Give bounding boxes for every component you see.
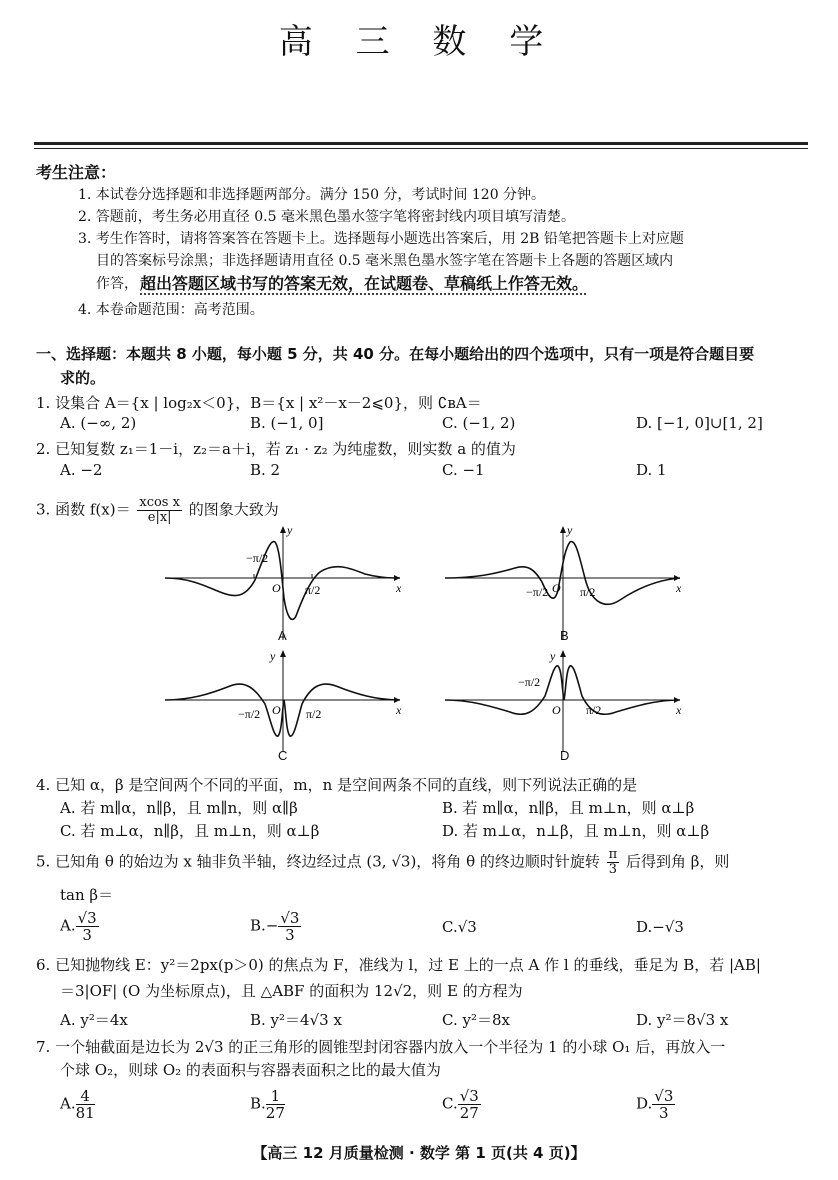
graph-b-neg-label: −π/2: [526, 585, 549, 599]
q1-stem: 1. 设集合 A＝{x | log₂x＜0}，B＝{x | x²－x－2⩽0}，则 ∁ʙA＝: [36, 394, 482, 412]
q2-option-b: B. 2: [250, 461, 281, 479]
q2-option-d: D. 1: [636, 461, 667, 479]
graph-d-y-label: y: [550, 649, 556, 663]
graph-a-origin: O: [272, 581, 281, 595]
graph-b-y-label: y: [567, 523, 573, 537]
graph-a-x-label: x: [396, 581, 402, 595]
graph-a-neg-label: −π/2: [246, 551, 269, 565]
graph-d-origin: O: [552, 703, 561, 717]
q6-option-b: B. y²＝4√3 x: [250, 1011, 342, 1029]
graph-c-x-label: x: [396, 703, 402, 717]
graph-c-pos-label: π/2: [306, 707, 322, 721]
q7-option-c-den: 27: [459, 1104, 479, 1122]
q6-stem-1: 6. 已知抛物线 E：y²＝2px(p＞0) 的焦点为 F，准线为 l，过 E 上的一点 A 作 l 的垂线，垂足为 B，若 |AB|: [36, 956, 761, 974]
q5-option-a-frac: [76, 910, 99, 943]
y-axis-arrow: [560, 526, 566, 533]
q5-option-d-letter: D.: [636, 918, 653, 936]
q7-option-b-den: 27: [265, 1104, 285, 1122]
q1-option-a: A. (−∞, 2): [60, 414, 137, 432]
q5-rot-den: 3: [608, 862, 618, 877]
q7-option-c-num: √3: [459, 1087, 479, 1105]
q7-stem-2: 个球 O₂，则球 O₂ 的表面积与容器表面积之比的最大值为: [60, 1061, 441, 1079]
q7-option-a: [60, 1088, 95, 1121]
q5-option-d-value: −√3: [652, 918, 684, 936]
page-footer: 【高三 12 月质量检测 · 数学 第 1 页(共 4 页)】: [252, 1144, 586, 1162]
q5-option-c: [442, 918, 477, 936]
q5-stem: [36, 848, 729, 877]
q7-option-b-num: 1: [266, 1088, 285, 1105]
section1-heading-cont: 求的。: [60, 369, 106, 387]
q5-option-b: [250, 910, 301, 943]
q6-option-c: C. y²＝8x: [442, 1011, 510, 1029]
q7-option-b: [250, 1088, 285, 1121]
q5-rot-num: π: [608, 847, 618, 862]
q5-option-a: [60, 910, 99, 943]
q7-option-a-den: 81: [75, 1104, 95, 1122]
q6-option-a: A. y²＝4x: [60, 1011, 128, 1029]
q5-rotation-fraction: [607, 848, 620, 877]
q3-stem-post: 的图象大致为: [188, 500, 279, 519]
notice-item-2: 2. 答题前，考生务必用直径 0.5 毫米黑色墨水签字笔将密封线内项目填写清楚。: [78, 209, 575, 225]
graph-b-caption: B: [560, 628, 569, 643]
graph-b-pos-label: π/2: [580, 585, 596, 599]
graph-c-caption: C: [278, 748, 288, 763]
notice-item-3: 3. 考生作答时，请将答案答在答题卡上。选择题每小题选出答案后，用 2B 铅笔把答题卡上对应题: [78, 231, 684, 247]
notice-item-3-cont2: 作答，: [96, 276, 138, 292]
q5-option-b-frac: [278, 910, 301, 943]
q7-option-b-letter: B.: [250, 1094, 266, 1113]
q3-stem-pre: 3. 函数 f(x)＝: [36, 500, 131, 519]
q3-graph-d: [440, 648, 690, 758]
section1-heading: 一、选择题：本题共 8 小题，每小题 5 分，共 40 分。在每小题给出的四个选项中，只有一项是符合题目要: [36, 345, 755, 363]
graph-d-x-label: x: [676, 703, 682, 717]
q5-stem-2: tan β＝: [60, 886, 114, 904]
q7-option-c-frac: [458, 1088, 481, 1121]
q5-stem-post: 后得到角 β，则: [625, 852, 730, 871]
q7-option-d-num: √3: [654, 1087, 674, 1105]
header-rule-thick: [34, 142, 808, 145]
q5-option-b-num: √3: [280, 909, 300, 927]
y-axis-arrow: [280, 650, 286, 657]
q7-option-d: [636, 1088, 675, 1121]
header-rule-thin: [34, 148, 808, 149]
q7-option-a-num: 4: [76, 1088, 95, 1105]
q1-option-d: D. [−1, 0]∪[1, 2]: [636, 414, 763, 432]
notice-emphasis: 超出答题区域书写的答案无效，在试题卷、草稿纸上作答无效。: [140, 274, 589, 293]
q5-option-a-num: √3: [77, 909, 97, 927]
q5-stem-pre: 5. 已知角 θ 的始边为 x 轴非负半轴，终边经过点 (3, √3)，将角 θ 的终边顺时针旋转: [36, 852, 600, 871]
q7-option-d-den: 3: [659, 1104, 669, 1122]
graph-d-pos-label: π/2: [586, 703, 602, 717]
q7-option-d-frac: [652, 1088, 675, 1121]
q5-option-b-sign: −: [265, 916, 279, 935]
q7-option-c: [442, 1088, 481, 1121]
notice-item-1: 1. 本试卷分选择题和非选择题两部分。满分 150 分，考试时间 120 分钟。: [78, 187, 546, 203]
q7-option-b-frac: [266, 1088, 285, 1121]
q5-option-b-den: 3: [285, 926, 295, 944]
q4-option-c: C. 若 m⊥α，n∥β，且 m⊥n，则 α⊥β: [60, 822, 320, 840]
graph-c-y-label: y: [270, 649, 276, 663]
y-axis-arrow: [280, 526, 286, 533]
q2-stem: 2. 已知复数 z₁＝1－i，z₂＝a＋i，若 z₁ · z₂ 为纯虚数，则实数 a 的值为: [36, 440, 516, 458]
q2-option-a: A. −2: [60, 461, 103, 479]
q5-option-b-letter: B.: [250, 916, 266, 935]
q5-option-c-value: √3: [457, 918, 477, 936]
notice-heading: 考生注意：: [36, 163, 117, 182]
graph-d-caption: D: [560, 748, 570, 763]
q6-option-d: D. y²＝8√3 x: [636, 1011, 729, 1029]
q7-option-d-letter: D.: [636, 1094, 653, 1113]
q5-option-d: [636, 918, 684, 936]
notice-item-3-cont: 目的答案标号涂黑；非选择题请用直径 0.5 毫米黑色墨水签字笔在答题卡上各题的答题区域内: [96, 253, 674, 269]
y-axis-arrow: [560, 650, 566, 657]
q4-option-d: D. 若 m⊥α，n⊥β，且 m⊥n，则 α⊥β: [442, 822, 710, 840]
graph-b-x-label: x: [676, 581, 682, 595]
graph-a-caption: A: [278, 628, 287, 643]
graph-c-origin: O: [272, 703, 281, 717]
q7-option-a-letter: A.: [60, 1094, 76, 1113]
q2-option-c: C. −1: [442, 461, 485, 479]
graph-c-neg-label: −π/2: [238, 707, 261, 721]
graph-b-origin: O: [552, 581, 561, 595]
notice-item-4: 4. 本卷命题范围：高考范围。: [78, 302, 264, 318]
graph-a-y-label: y: [287, 523, 293, 537]
page-title: 高 三 数 学: [278, 22, 560, 62]
q4-stem: 4. 已知 α，β 是空间两个不同的平面，m，n 是空间两条不同的直线，则下列说法正确的是: [36, 776, 638, 794]
q3-frac-den: e|x|: [147, 510, 172, 525]
q1-option-c: C. (−1, 2): [442, 414, 516, 432]
q6-stem-2: ＝3|OF| (O 为坐标原点)，且 △ABF 的面积为 12√2，则 E 的方程为: [60, 982, 523, 1000]
q3-graph-c: [160, 648, 410, 758]
q5-option-a-den: 3: [82, 926, 92, 944]
graph-a-pos-label: π/2: [305, 583, 321, 597]
graph-d-neg-label: −π/2: [518, 675, 541, 689]
q4-option-b: B. 若 m∥α，n∥β，且 m⊥n，则 α⊥β: [442, 799, 695, 817]
q4-option-a: A. 若 m∥α，n∥β，且 m∥n，则 α∥β: [60, 799, 298, 817]
q1-option-b: B. (−1, 0]: [250, 414, 324, 432]
q7-stem-1: 7. 一个轴截面是边长为 2√3 的正三角形的圆锥型封闭容器内放入一个半径为 1 的小球 O₁ 后，再放入一: [36, 1038, 726, 1056]
q5-option-c-letter: C.: [442, 918, 458, 936]
q3-frac-num: xcos x: [139, 495, 180, 510]
q5-option-a-letter: A.: [60, 916, 76, 935]
q7-option-a-frac: [76, 1088, 95, 1121]
q7-option-c-letter: C.: [442, 1094, 458, 1113]
